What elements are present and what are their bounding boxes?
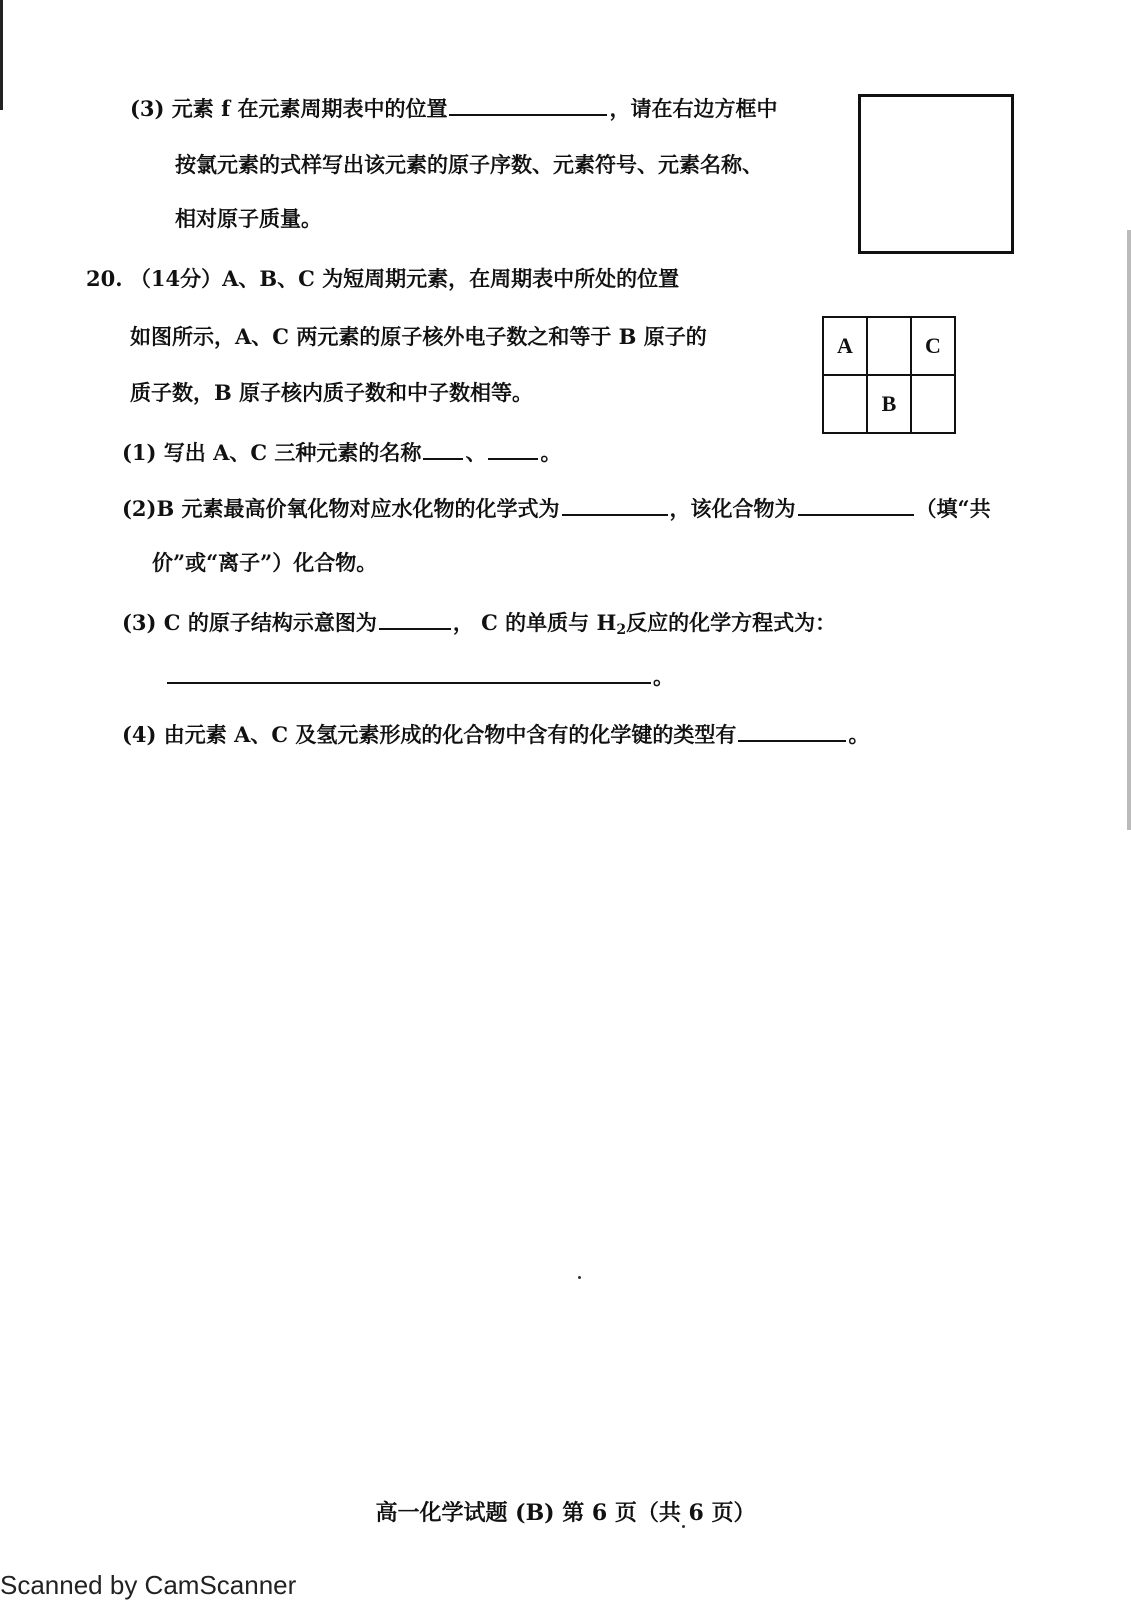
scan-speck [578,1276,581,1279]
scanner-watermark: Scanned by CamScanner [0,1570,297,1600]
element-answer-box[interactable] [858,94,1014,254]
answer-blank[interactable] [488,440,538,460]
q19-part3-line1: (3) 元素 f 在元素周期表中的位置 ，请在右边方框中 [130,96,778,121]
scan-edge-left [0,0,3,110]
cell-c: C [911,317,955,375]
answer-blank[interactable] [738,722,846,742]
q20-part1: (1) 写出 A、C 三种元素的名称 、 。 [122,440,562,465]
answer-blank[interactable] [423,440,463,460]
cell-empty [911,375,955,433]
answer-blank[interactable] [798,496,914,516]
q20-part3-line2: 。 [165,664,674,687]
periodic-position-table [822,316,956,434]
equation-answer-blank[interactable] [167,664,651,684]
q19-part3-line3: 相对原子质量。 [175,206,322,231]
q19-part3-line2: 按氯元素的式样写出该元素的原子序数、元素符号、元素名称、 [175,152,763,177]
cell-empty [867,317,911,375]
scan-edge-right [1127,230,1131,830]
answer-blank[interactable] [379,610,451,630]
q20-stem-line2: 如图所示，A、C 两元素的原子核外电子数之和等于 B 原子的 [130,324,707,349]
q20-part3-line1: (3) C 的原子结构示意图为 ， C 的单质与 $H_2$反应的化学方程式为： [122,610,837,638]
cell-a: A [823,317,867,375]
answer-blank[interactable] [449,96,607,116]
cell-b: B [867,375,911,433]
cell-empty [823,375,867,433]
q20-stem-line3: 质子数，B 原子核内质子数和中子数相等。 [130,380,534,405]
page-footer: 高一化学试题 (B) 第 6 页（共 6 页） [375,1500,756,1526]
question-number: 20. [86,266,123,291]
q20-part2-line1: (2)B 元素最高价氧化物对应水化物的化学式为 ，该化合物为 （填“共 [122,496,991,521]
q20-part4: (4) 由元素 A、C 及氢元素形成的化合物中含有的化学键的类型有 。 [122,722,870,747]
q20-part2-line2: 价”或“离子”）化合物。 [152,550,378,575]
q20-stem-line1: 20. （14分）A、B、C 为短周期元素，在周期表中所处的位置 [86,266,680,291]
answer-blank[interactable] [562,496,668,516]
